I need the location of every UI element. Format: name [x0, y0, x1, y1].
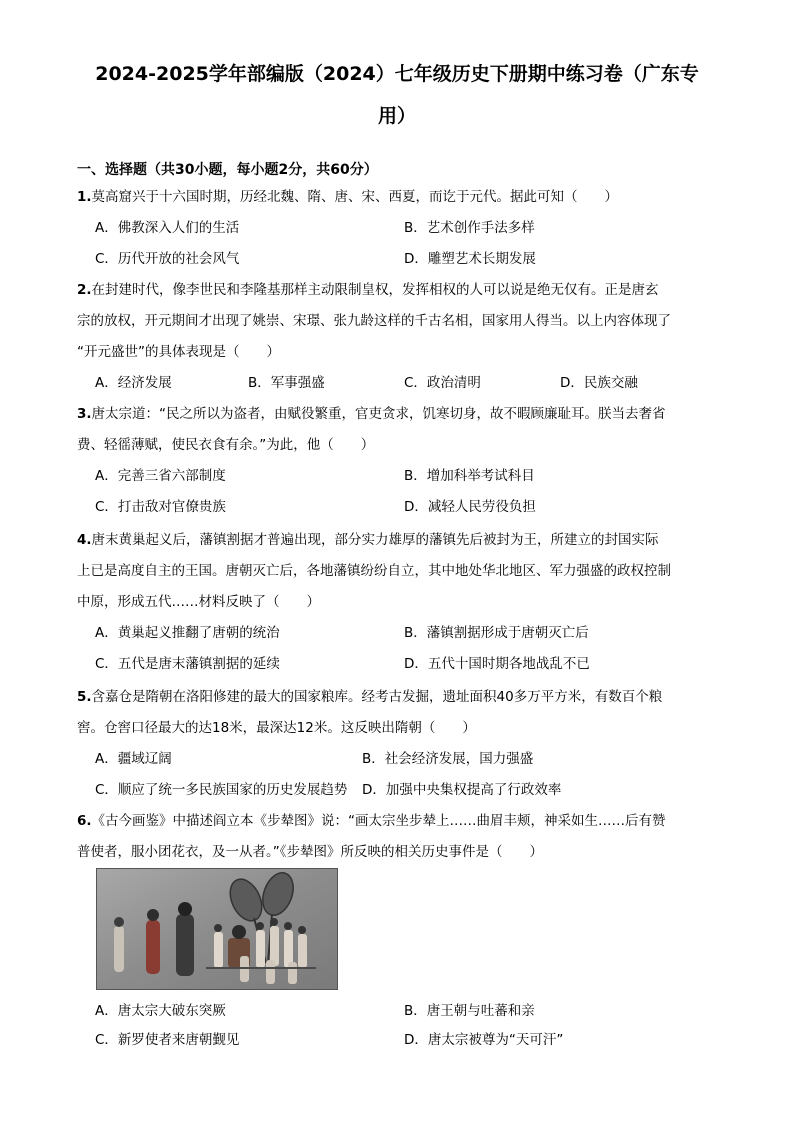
question-2-line-2: 宗的放权，开元期间才出现了姚崇、宋璟、张九龄这样的千古名相，国家用人得当。以上内容体现了: [77, 313, 671, 329]
question-4-line-1: [77, 529, 720, 551]
question-6-number: 6.: [77, 813, 92, 829]
question-1-number: 1.: [77, 189, 92, 205]
question-5-number: 5.: [77, 689, 92, 705]
exam-title-line1: 2024-2025学年部编版（2024）七年级历史下册期中练习卷（广东专: [95, 63, 699, 85]
question-6-option-a: A．唐太宗大破东突厥: [95, 1003, 226, 1019]
question-4-option-b: B．藩镇割据形成于唐朝灭亡后: [404, 625, 589, 641]
question-2-option-c: C．政治清明: [404, 375, 481, 391]
painting-figure: [96, 868, 338, 990]
question-1-option-a: A．佛教深入人们的生活: [95, 220, 240, 236]
question-2-option-a: A．经济发展: [95, 375, 172, 391]
question-6-text-1: 《古今画鉴》中描述阎立本《步辇图》说：“画太宗坐步辇上……曲眉丰颊，神采如生……后有赞: [91, 813, 666, 829]
question-6-line-1: [77, 810, 720, 832]
question-3-number: 3.: [77, 406, 92, 422]
question-1-option-c: C．历代开放的社会风气: [95, 251, 240, 267]
section-heading: 一、选择题（共30小题，每小题2分，共60分）: [77, 162, 378, 178]
question-5-option-c: C．顺应了统一多民族国家的历史发展趋势: [95, 782, 348, 798]
painting-illustration: [96, 868, 338, 990]
question-4-option-c: C．五代是唐末藩镇割据的延续: [95, 656, 280, 672]
question-5-option-a: A．疆域辽阔: [95, 751, 172, 767]
question-2-option-d: D．民族交融: [560, 375, 638, 391]
question-4-line-3: 中原，形成五代……材料反映了（ ）: [77, 594, 320, 610]
question-1-option-d: D．雕塑艺术长期发展: [404, 251, 536, 267]
question-5-text-1: 含嘉仓是隋朝在洛阳修建的最大的国家粮库。经考古发掘，遗址面积40多万平方米，有数百个粮: [91, 689, 663, 705]
question-6-option-b: B．唐王朝与吐蕃和亲: [404, 1003, 535, 1019]
question-1-option-b: B．艺术创作手法多样: [404, 220, 535, 236]
question-3-option-a: A．完善三省六部制度: [95, 468, 226, 484]
question-6-line-2: 普使者，服小团花衣，及一从者。”《步辇图》所反映的相关历史事件是（ ）: [77, 844, 543, 860]
question-2-line-1: [77, 279, 720, 301]
question-2-text-1: 在封建时代，像李世民和李隆基那样主动限制皇权，发挥相权的人可以说是绝无仅有。正是唐玄: [91, 282, 659, 298]
question-3-line-1: [77, 403, 720, 425]
question-5-option-b: B．社会经济发展，国力强盛: [362, 751, 534, 767]
question-4-number: 4.: [77, 532, 92, 548]
question-3-line-2: 费、轻徭薄赋，使民衣食有余。”为此，他（ ）: [77, 437, 375, 453]
question-2-line-3: “开元盛世”的具体表现是（ ）: [77, 344, 280, 360]
question-4-line-2: 上已是高度自主的王国。唐朝灭亡后，各地藩镇纷纷自立，其中地处华北地区、军力强盛的政权控制: [77, 563, 671, 579]
question-5-line-1: [77, 686, 720, 708]
question-1-line-1: [77, 186, 720, 208]
question-4-option-a: A．黄巢起义推翻了唐朝的统治: [95, 625, 280, 641]
question-5-option-d: D．加强中央集权提高了行政效率: [362, 782, 562, 798]
question-2-number: 2.: [77, 282, 92, 298]
question-3-text-1: 唐太宗道：“民之所以为盗者，由赋役繁重，官吏贪求，饥寒切身，故不暇顾廉耻耳。朕当去奢省: [91, 406, 666, 422]
exam-title-line2: 用）: [377, 105, 416, 127]
question-5-line-2: 窖。仓窖口径最大的达18米，最深达12米。这反映出隋朝（ ）: [77, 720, 476, 736]
question-6-option-c: C．新罗使者来唐朝觐见: [95, 1032, 240, 1048]
question-2-option-b: B．军事强盛: [248, 375, 325, 391]
question-3-option-b: B．增加科举考试科目: [404, 468, 535, 484]
question-4-option-d: D．五代十国时期各地战乱不已: [404, 656, 590, 672]
question-3-option-c: C．打击敌对官僚贵族: [95, 499, 226, 515]
question-4-text-1: 唐末黄巢起义后，藩镇割据才普遍出现，部分实力雄厚的藩镇先后被封为王，所建立的封国实际: [91, 532, 659, 548]
question-6-option-d: D．唐太宗被尊为“天可汗”: [404, 1032, 564, 1048]
question-3-option-d: D．减轻人民劳役负担: [404, 499, 536, 515]
question-1-text: 莫高窟兴于十六国时期，历经北魏、隋、唐、宋、西夏，而讫于元代。据此可知（ ）: [91, 189, 619, 205]
